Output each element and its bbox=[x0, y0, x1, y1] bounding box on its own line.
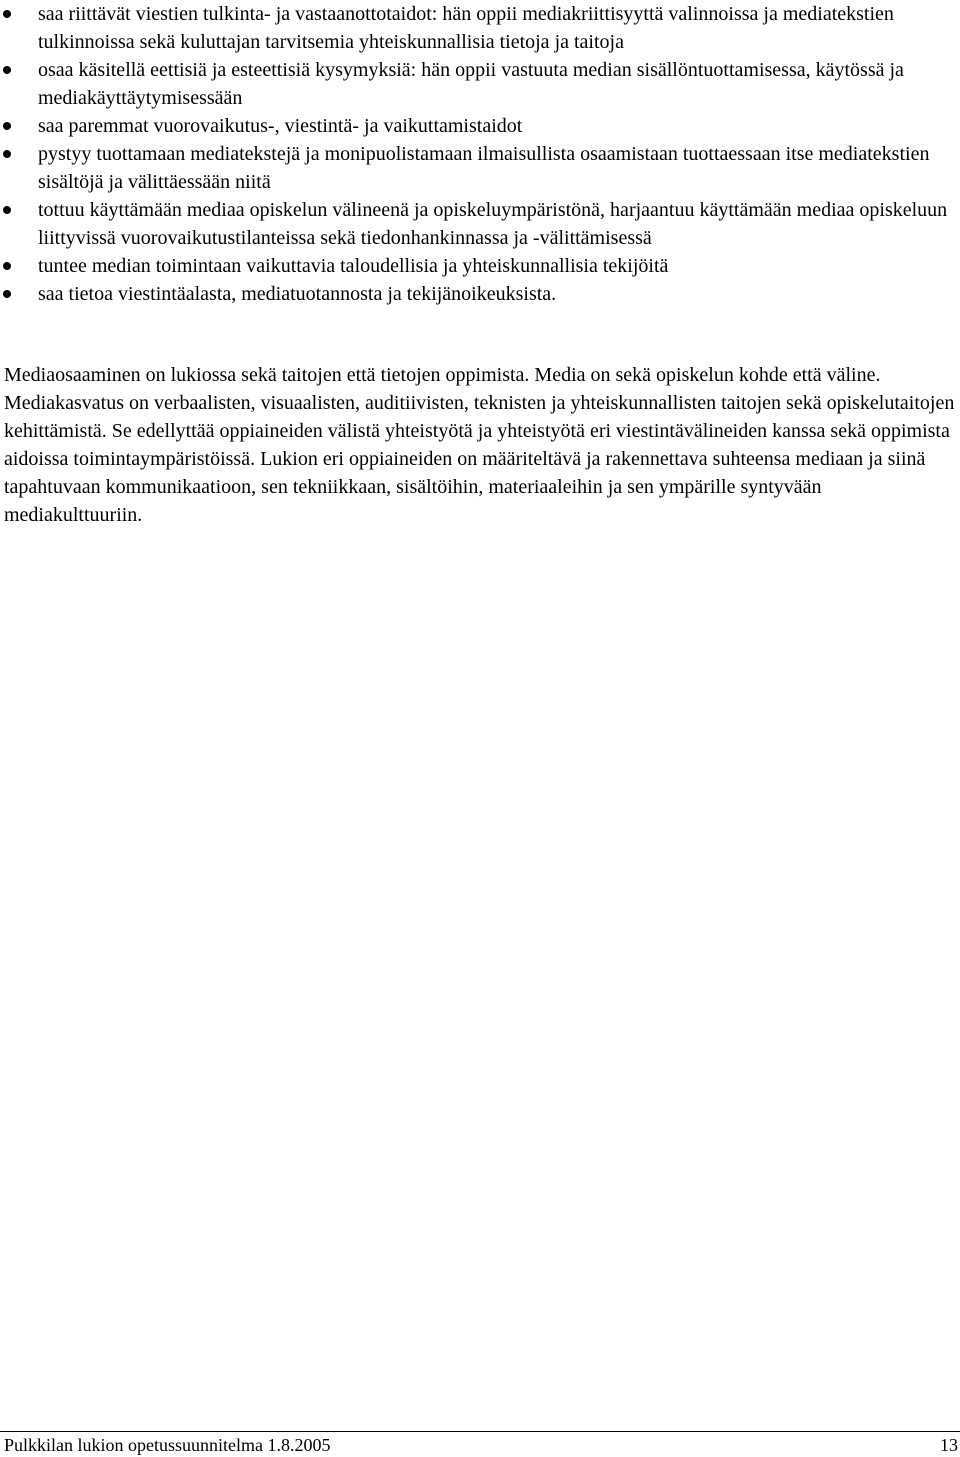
list-item-text: tottuu käyttämään mediaa opiskelun välineenä ja opiskeluympäristönä, harjaantuu käyttämään mediaa opiskeluun liittyvissä vuorovaikutustilanteissa sekä tiedonhankinnassa ja -välittämisessä bbox=[38, 199, 948, 249]
list-item bbox=[0, 252, 960, 280]
bullet-icon bbox=[3, 206, 11, 214]
list-item-text: pystyy tuottamaan mediatekstejä ja monipuolistamaan ilmaisullista osaamistaan tuottaessaan itse mediatekstien sisältöjä ja välittäessään niitä bbox=[38, 143, 930, 193]
bullet-icon bbox=[3, 290, 11, 298]
list-item-text: saa riittävät viestien tulkinta- ja vastaanottotaidot: hän oppii mediakriittisyyttä valinnoissa ja mediatekstien tulkinnoissa sekä kuluttajan tarvitsemia yhteiskunnallisia tietoja ja taitoja bbox=[38, 3, 894, 53]
body-paragraph: Mediaosaaminen on lukiossa sekä taitojen että tietojen oppimista. Media on sekä opiskelun kohde että väline. Mediakasvatus on verbaalisten, visuaalisten, auditiivisten, teknisten ja yhteiskunnallisten taitojen sekä opiskelutaitojen kehittämistä. Se edellyttää oppiaineiden välistä yhteistyötä ja yhteistyötä eri viestintävälineiden kanssa sekä oppimista aidoissa toimintaympäristöissä. Lukion eri oppiaineiden on määriteltävä ja rakennettava suhteensa mediaan ja siinä tapahtuvaan kommunikaatioon, sen tekniikkaan, sisältöihin, materiaaleihin ja sen ympärille syntyvään mediakulttuuriin. bbox=[4, 364, 955, 526]
page-footer bbox=[0, 1431, 960, 1456]
bullet-icon bbox=[3, 262, 11, 270]
list-item-text: osaa käsitellä eettisiä ja esteettisiä kysymyksiä: hän oppii vastuuta median sisällöntuottamisessa, käytössä ja mediakäyttäytymisessään bbox=[38, 59, 904, 109]
list-item bbox=[0, 0, 960, 56]
list-item bbox=[0, 56, 960, 112]
page-number: 13 bbox=[940, 1435, 958, 1455]
list-item-text: saa paremmat vuorovaikutus-, viestintä- ja vaikuttamistaidot bbox=[38, 115, 523, 137]
bullet-icon bbox=[3, 10, 11, 18]
footer-title: Pulkkilan lukion opetussuunnitelma 1.8.2005 bbox=[4, 1435, 331, 1455]
list-item bbox=[0, 140, 960, 196]
list-item-text: tuntee median toimintaan vaikuttavia taloudellisia ja yhteiskunnallisia tekijöitä bbox=[38, 255, 669, 277]
bullet-icon bbox=[3, 122, 11, 130]
list-item bbox=[0, 196, 960, 252]
bullet-icon bbox=[3, 150, 11, 158]
list-item-text: saa tietoa viestintäalasta, mediatuotannosta ja tekijänoikeuksista. bbox=[38, 283, 557, 305]
bullet-icon bbox=[3, 66, 11, 74]
list-item bbox=[0, 280, 960, 308]
objectives-bullet-list bbox=[0, 0, 960, 308]
list-item bbox=[0, 112, 960, 140]
